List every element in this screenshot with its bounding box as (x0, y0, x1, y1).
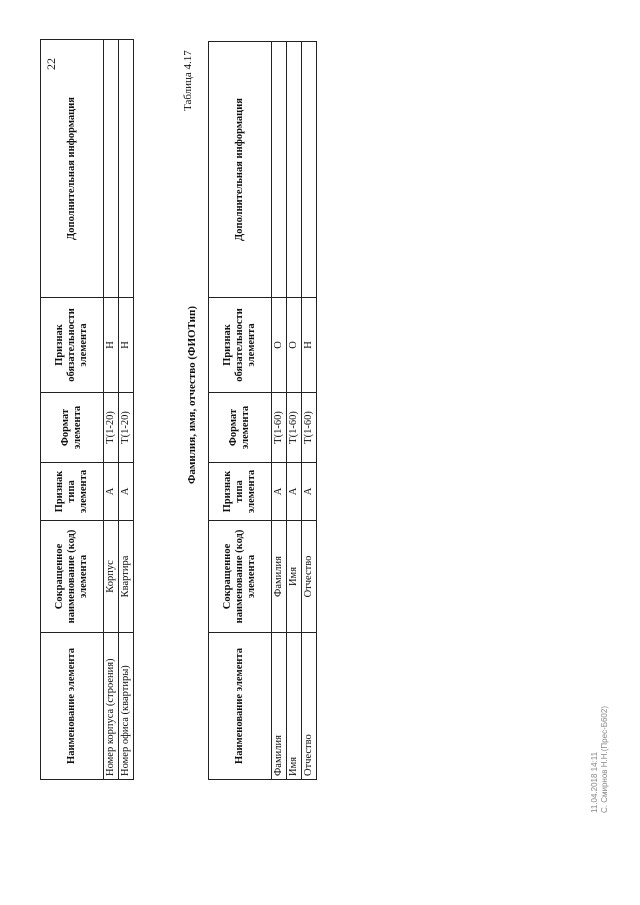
cell-info (287, 42, 302, 298)
cell-required: Н (104, 298, 119, 393)
cell-code: Имя (287, 521, 302, 633)
cell-type: А (287, 463, 302, 521)
table-row (302, 42, 317, 780)
cell-format: Т(1-60) (287, 393, 302, 463)
cell-code: Корпус (104, 521, 119, 633)
cell-type: А (272, 463, 287, 521)
table-row (287, 42, 302, 780)
cell-format: Т(1-60) (302, 393, 317, 463)
cell-type: А (302, 463, 317, 521)
cell-required: Н (119, 298, 134, 393)
column-header: Дополнительная информация (41, 40, 104, 298)
table-header-row (41, 40, 104, 780)
cell-format: Т(1-20) (104, 393, 119, 463)
cell-required: Н (302, 298, 317, 393)
column-header: Признак типа элемента (209, 463, 272, 521)
cell-info (302, 42, 317, 298)
cell-element-name: Имя (287, 633, 302, 780)
table-row (272, 42, 287, 780)
cell-info (104, 40, 119, 298)
cell-element-name: Отчество (302, 633, 317, 780)
cell-format: Т(1-20) (119, 393, 134, 463)
cell-format: Т(1-60) (272, 393, 287, 463)
cell-code: Квартира (119, 521, 134, 633)
column-header: Наименование элемента (209, 633, 272, 780)
cell-code: Фамилия (272, 521, 287, 633)
cell-info (272, 42, 287, 298)
cell-type: А (104, 463, 119, 521)
table-row (119, 40, 134, 780)
column-header: Сокращенное наименование (код) элемента (41, 521, 104, 633)
table-caption: Таблица 4.17 (182, 50, 194, 111)
print-stamp (590, 706, 610, 813)
cell-info (119, 40, 134, 298)
page-number: 22 (44, 58, 58, 70)
cell-required: О (287, 298, 302, 393)
cell-element-name: Фамилия (272, 633, 287, 780)
address-elements-table (40, 39, 134, 780)
cell-code: Отчество (302, 521, 317, 633)
column-header: Дополнительная информация (209, 42, 272, 298)
fio-table (208, 41, 317, 780)
column-header: Признак обязательности элемента (209, 298, 272, 393)
column-header: Формат элемента (41, 393, 104, 463)
column-header: Признак типа элемента (41, 463, 104, 521)
cell-element-name: Номер офиса (квартиры) (119, 633, 134, 780)
column-header: Признак обязательности элемента (41, 298, 104, 393)
table-title: Фамилия, имя, отчество (ФИОТип) (186, 305, 198, 485)
column-header: Формат элемента (209, 393, 272, 463)
table-row (104, 40, 119, 780)
stamp-line: С. Смирнов Н.Н.(Прес-Б602) (600, 706, 609, 813)
table-header-row (209, 42, 272, 780)
cell-type: А (119, 463, 134, 521)
cell-element-name: Номер корпуса (строения) (104, 633, 119, 780)
column-header: Сокращенное наименование (код) элемента (209, 521, 272, 633)
column-header: Наименование элемента (41, 633, 104, 780)
stamp-line: 11.04.2018 14:11 (590, 751, 599, 813)
cell-required: О (272, 298, 287, 393)
